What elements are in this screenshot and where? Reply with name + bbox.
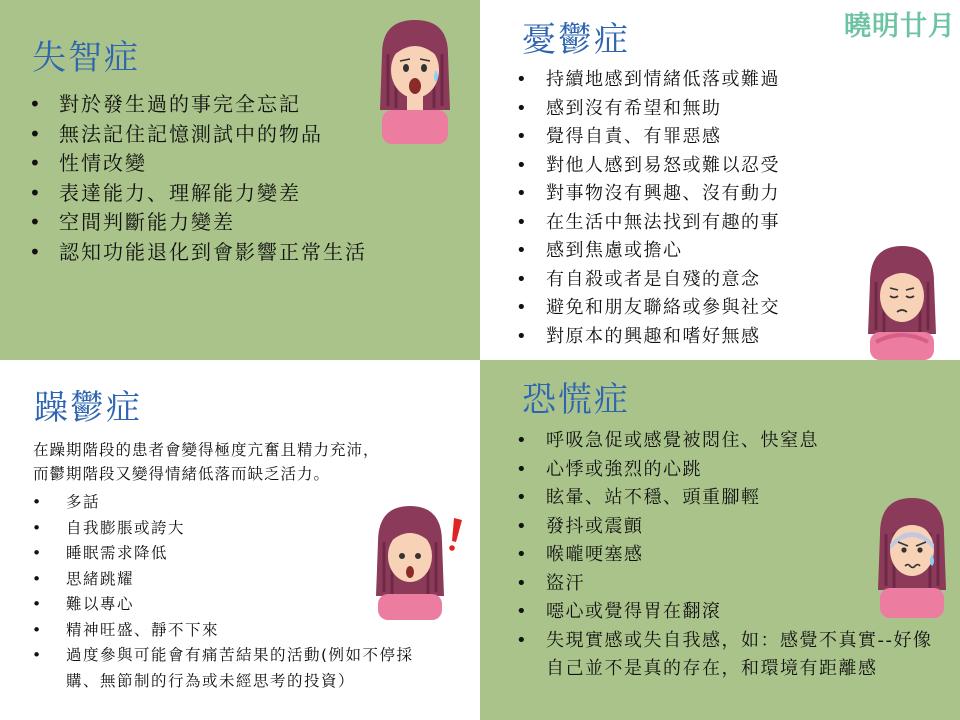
depression-title: 憂鬱症 [522,20,630,60]
dementia-symptom-item: • 空間判斷能力變差 [27,208,467,238]
depression-symptom-item: • 持續地感到情緒低落或難過 [514,66,934,95]
woman-surprised-icon [372,502,472,620]
depression-symptom-item: • 感到焦慮或擔心 [514,237,934,266]
exclamation-icon [449,518,462,551]
dementia-symptom-item: • 無法記住記憶測試中的物品 [27,120,467,150]
bipolar-symptom-item: • 精神旺盛、靜不下來 [30,618,440,644]
dementia-symptom-item: • 性情改變 [27,149,467,179]
depression-symptom-item: • 在生活中無法找到有趣的事 [514,209,934,238]
panic-panel [480,360,960,720]
depression-symptom-item: • 對事物沒有興趣、沒有動力 [514,180,934,209]
depression-symptom-item: • 覺得自責、有罪惡感 [514,123,934,152]
bipolar-intro-line2: 而鬱期階段又變得情緒低落而缺乏活力。 [33,465,331,483]
logo: 曉明廿月 [844,11,956,42]
bipolar-symptom-item: • 過度參與可能會有痛苦結果的活動(例如不停採購、無節制的行為或未經思考的投資） [30,643,440,694]
bipolar-symptom-item: • 睡眠需求降低 [30,541,440,567]
bipolar-title: 躁鬱症 [34,388,142,428]
woman-shocked-icon [372,14,458,144]
panic-symptom-item: • 噁心或覺得胃在翻滾 [514,598,944,627]
panic-symptom-item: • 發抖或震顫 [514,513,944,542]
dementia-symptom-item: • 認知功能退化到會影響正常生活 [27,238,467,268]
depression-symptom-item: • 有自殺或者是自殘的意念 [514,266,934,295]
bipolar-symptom-item: • 難以專心 [30,592,440,618]
bipolar-panel [0,360,480,720]
depression-symptom-item: • 避免和朋友聯絡或參與社交 [514,294,934,323]
bipolar-intro-line1: 在躁期階段的患者會變得極度亢奮且精力充沛， [33,441,380,459]
depression-symptom-item: • 感到沒有希望和無助 [514,95,934,124]
woman-sad-icon [862,242,942,360]
bipolar-symptom-item: • 思緒跳耀 [30,567,440,593]
dementia-symptom-item: • 對於發生過的事完全忘記 [27,90,467,120]
panic-title: 恐慌症 [522,380,630,420]
panic-symptom-item: • 呼吸急促或感覺被悶住、快窒息 [514,427,944,456]
depression-symptom-item: • 對他人感到易怒或難以忍受 [514,152,934,181]
depression-symptom-item: • 對原本的興趣和嗜好無感 [514,323,934,352]
bipolar-symptom-item: • 自我膨脹或誇大 [30,516,440,542]
panic-symptom-item: • 眩暈、站不穩、頭重腳輕 [514,484,944,513]
dementia-symptom-item: • 表達能力、理解能力變差 [27,179,467,209]
woman-scared-icon [872,494,952,618]
panic-symptom-item: • 喉嚨哽塞感 [514,541,944,570]
bipolar-symptom-item: • 多話 [30,490,440,516]
depression-panel [480,0,960,360]
dementia-title: 失智症 [32,38,140,78]
panic-symptom-item: • 失現實感或失自我感，如：感覺不真實--好像自己並不是真的存在，和環境有距離感 [514,627,944,684]
dementia-panel [0,0,480,360]
panic-symptom-item: • 心悸或強烈的心跳 [514,456,944,485]
panic-symptom-item: • 盜汗 [514,570,944,599]
